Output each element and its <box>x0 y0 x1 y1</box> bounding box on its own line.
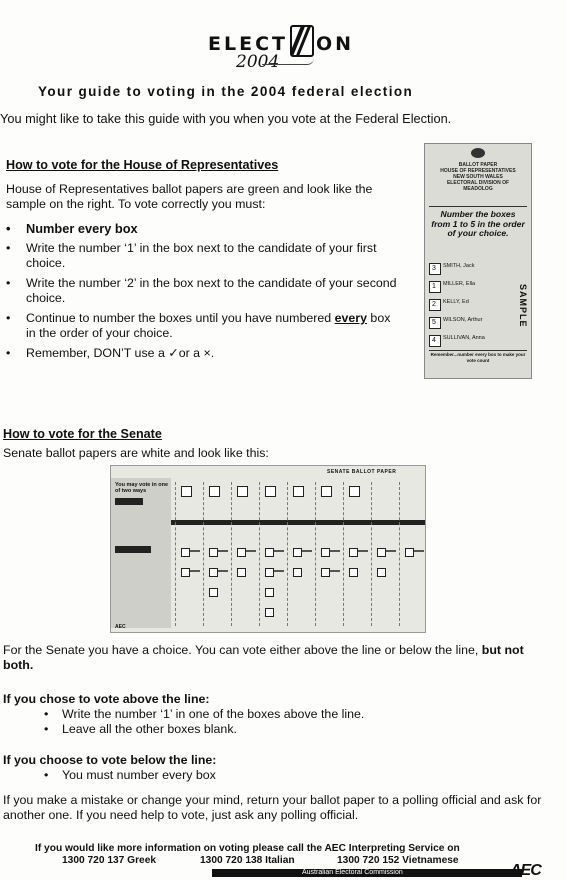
instruction-band <box>115 498 143 505</box>
aec-logo: AEC <box>510 862 541 879</box>
senate-box <box>265 588 274 597</box>
guide-subtitle: Your guide to voting in the 2004 federal election <box>38 84 414 99</box>
bullet-emphasis: every <box>334 311 367 325</box>
senate-box <box>237 486 248 497</box>
candidate-number: 1 <box>432 283 436 290</box>
logo-swash <box>262 58 314 65</box>
senate-box <box>209 588 218 597</box>
senate-column <box>371 482 398 626</box>
house-bullets <box>0 221 398 366</box>
ballot-title: BALLOT PAPER <box>458 162 498 168</box>
senate-column <box>259 482 286 626</box>
candidate-box <box>429 281 441 293</box>
candidate-number: 2 <box>432 301 436 308</box>
senate-column <box>315 482 342 626</box>
logo-word-left: ELECT <box>208 33 288 55</box>
senate-box <box>181 568 190 577</box>
ballot-house: HOUSE OF REPRESENTATIVES <box>440 168 516 174</box>
election-logo <box>208 25 354 57</box>
name-line <box>386 550 396 552</box>
candidate-number: 4 <box>432 337 436 344</box>
phone-vietnamese: 1300 720 152 Vietnamese <box>337 855 459 866</box>
senate-ballot-header: SENATE BALLOT PAPER <box>327 469 397 475</box>
senate-ballot-aec: AEC <box>115 624 126 630</box>
senate-box <box>265 568 274 577</box>
ballot-footer: Remember...number every box to make your vote count <box>430 352 526 363</box>
house-intro: House of Representatives ballot papers are green and look like the sample on the right. To vote correctly you must: <box>6 182 373 211</box>
house-heading: How to vote for the House of Representatives <box>6 158 279 172</box>
senate-box <box>321 548 330 557</box>
logo-year: 2004 <box>236 52 280 72</box>
phone-greek: 1300 720 137 Greek <box>62 855 157 866</box>
senate-intro: Senate ballot papers are white and look like this: <box>3 446 269 460</box>
list-item: • Remember, DON’T use a ✓or a ×. <box>0 346 398 361</box>
list-item: • Write the number ‘1’ in the box next to the candidate of your first choice. <box>0 241 398 271</box>
list-item: • Write the number ‘1’ in one of the boxes above the line. <box>0 707 500 722</box>
senate-box <box>209 548 218 557</box>
senate-box <box>293 486 304 497</box>
crest-icon <box>471 148 485 158</box>
senate-box <box>293 548 302 557</box>
sample-watermark: SAMPLE <box>518 284 528 328</box>
senate-box <box>209 486 220 497</box>
senate-box <box>321 568 330 577</box>
above-bullets <box>0 707 500 737</box>
list-item: • Number every box <box>0 221 398 236</box>
list-item: • You must number every box <box>0 768 500 783</box>
info-line: If you would like more information on voting please call the AEC Interpreting Service on <box>35 843 460 854</box>
ballot-division-name: MEADOLOG <box>463 186 493 192</box>
senate-ballot-instructions <box>111 478 171 628</box>
senate-column <box>175 482 202 626</box>
candidate-name: SMITH, Jack <box>443 263 475 269</box>
senate-box <box>405 548 414 557</box>
senate-heading: How to vote for the Senate <box>3 427 162 441</box>
below-bullets <box>0 768 500 783</box>
candidate-row <box>429 334 509 348</box>
senate-choice-text: For the Senate you have a choice. You can vote either above the line or below the line, <box>3 643 482 657</box>
senate-choice-bold: but not both. <box>3 643 524 672</box>
candidate-name: SULLIVAN, Anna <box>443 335 485 341</box>
senate-box <box>237 548 246 557</box>
divider <box>429 206 527 207</box>
divider <box>429 350 527 351</box>
ballot-instruction: Number the boxes from 1 to 5 in the order of your choice. <box>431 209 525 238</box>
list-item <box>0 311 398 341</box>
list-item: • Leave all the other boxes blank. <box>0 722 500 737</box>
senate-box <box>181 548 190 557</box>
senate-box <box>349 548 358 557</box>
logo-word-right: ON <box>315 33 355 55</box>
senate-box <box>349 568 358 577</box>
house-sample-ballot <box>424 143 532 379</box>
instruction-band <box>115 546 151 553</box>
candidate-box <box>429 317 441 329</box>
senate-box <box>265 548 274 557</box>
candidate-box <box>429 335 441 347</box>
senate-column <box>231 482 258 626</box>
footer-bar: Australian Electoral Commission <box>212 869 522 877</box>
candidate-box <box>429 263 441 275</box>
name-line <box>274 570 284 572</box>
name-line <box>302 550 312 552</box>
senate-box <box>265 608 274 617</box>
candidate-box <box>429 299 441 311</box>
below-heading: If you choose to vote below the line: <box>3 753 217 767</box>
senate-column <box>203 482 230 626</box>
ballot-header-block <box>429 162 527 192</box>
senate-box <box>181 486 192 497</box>
bullet-text: Continue to number the boxes until you have numbered <box>26 311 335 325</box>
name-line <box>414 550 424 552</box>
senate-column <box>343 482 370 626</box>
candidate-row <box>429 262 509 276</box>
senate-box <box>377 548 386 557</box>
candidate-number: 3 <box>432 265 436 272</box>
candidate-number: 5 <box>432 319 436 326</box>
candidate-name: MILLER, Ella <box>443 281 476 287</box>
name-line <box>190 550 200 552</box>
mistake-text: If you make a mistake or change your mind, return your ballot paper to a polling official and ask for another one. If you need help to vote, just ask any polling official. <box>3 793 542 822</box>
name-line <box>330 570 340 572</box>
phone-italian: 1300 720 138 Italian <box>200 855 295 866</box>
candidate-row <box>429 316 509 330</box>
senate-box <box>209 568 218 577</box>
candidate-name: KELLY, Ed <box>443 299 469 305</box>
bullet-tail: box in the order of your choice. <box>26 311 391 340</box>
name-line <box>246 550 256 552</box>
intro-text: You might like to take this guide with you when you vote at the Federal Election. <box>0 111 452 126</box>
list-item: • Write the number ‘2’ in the box next to the candidate of your second choice. <box>0 276 398 306</box>
senate-column <box>399 482 426 626</box>
name-line <box>218 570 228 572</box>
above-heading: If you chose to vote above the line: <box>3 692 210 706</box>
candidate-row <box>429 280 509 294</box>
senate-ballot-lead: You may vote in one of two ways <box>115 482 169 494</box>
candidate-name: WILSON, Arthur <box>443 317 483 323</box>
senate-box <box>265 486 276 497</box>
ballot-box-icon <box>290 25 314 57</box>
name-line <box>190 570 200 572</box>
senate-box <box>349 486 360 497</box>
name-line <box>274 550 284 552</box>
name-line <box>358 550 368 552</box>
ballot-state: NEW SOUTH WALES <box>453 174 503 180</box>
senate-box <box>237 568 246 577</box>
name-line <box>330 550 340 552</box>
senate-box <box>293 568 302 577</box>
senate-box <box>321 486 332 497</box>
ballot-division: ELECTORAL DIVISION OF <box>446 180 510 186</box>
name-line <box>218 550 228 552</box>
senate-column <box>287 482 314 626</box>
senate-choice <box>3 643 552 673</box>
senate-box <box>377 568 386 577</box>
candidate-row <box>429 298 509 312</box>
senate-sample-ballot <box>110 465 426 633</box>
